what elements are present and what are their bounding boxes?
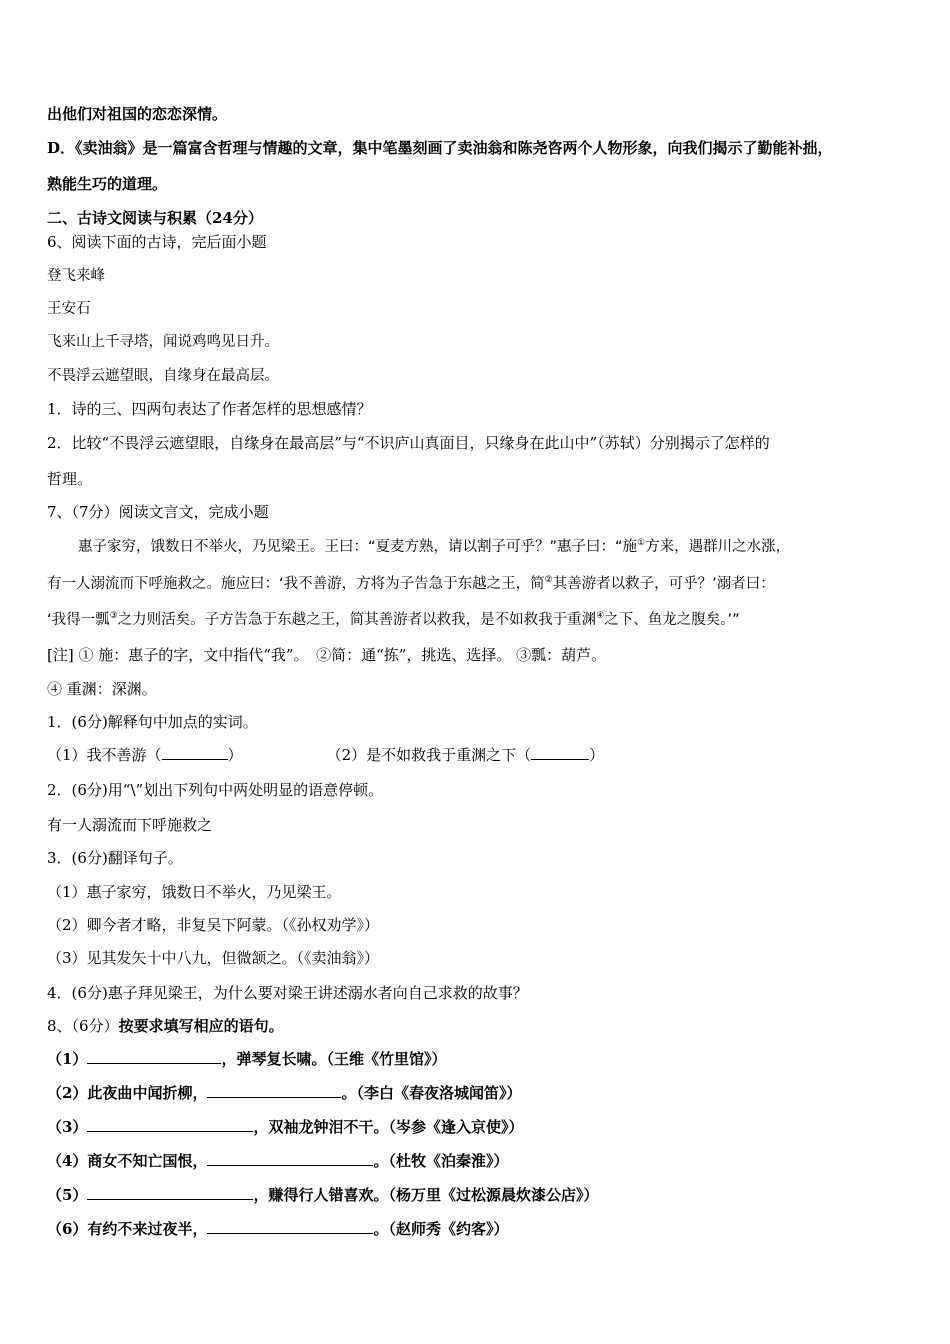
poem-line: 不畏浮云遮望眼，自缘身在最高层。 xyxy=(47,368,279,384)
fill-in-line: （3） ，双袖龙钟泪不干。（岑参《逢入京使》） xyxy=(47,1118,524,1136)
q7-sub1-blanks: （1）我不善游（ ） （2）是不如救我于重渊之下（ ） xyxy=(47,746,605,764)
answer-blank[interactable] xyxy=(207,1219,373,1234)
poem-author: 王安石 xyxy=(47,301,91,317)
poem-line: 飞来山上千寻塔，闻说鸡鸣见日升。 xyxy=(47,334,279,350)
fill-in-line: （1） ，弹琴复长啸。（王维《竹里馆》） xyxy=(47,1050,447,1068)
q6-sub2-line2: 哲理。 xyxy=(47,470,93,488)
q7-sub3-item: （3）见其发矢十中八九，但微颔之。（《卖油翁》） xyxy=(47,949,380,967)
q8-intro: 8、（6分）按要求填写相应的语句。 xyxy=(47,1017,284,1035)
option-d-line1: D．《卖油翁》是一篇富含哲理与情趣的文章，集中笔墨刻画了卖油翁和陈尧咨两个人物形象，向我们揭示了勤能补拙， xyxy=(47,139,833,157)
fill-in-line: （5） ，赚得行人错喜欢。（杨万里《过松源晨炊漆公店》） xyxy=(47,1186,599,1204)
annotation-line: [注] ① 施：惠子的字，文中指代“我”。 ②简：通“拣”，挑选、选择。 ③瓢：葫芦。 xyxy=(47,646,607,664)
q7-sub3: 3．(6分)翻译句子。 xyxy=(47,849,183,867)
q6-intro: 6、阅读下面的古诗，完后面小题 xyxy=(47,233,267,251)
answer-blank[interactable] xyxy=(207,1151,373,1166)
q7-sub1: 1．(6分)解释句中加点的实词。 xyxy=(47,713,258,731)
classical-text-line: ‘我得一瓢③之力则活矣。子方告急于东越之王，简其善游者以救我，是不如救我于重渊④之下、鱼龙之腹矣。’” xyxy=(47,611,740,628)
q6-sub1: 1．诗的三、四两句表达了作者怎样的思想感情？ xyxy=(47,400,372,418)
answer-blank[interactable] xyxy=(531,745,589,760)
answer-blank[interactable] xyxy=(207,1083,341,1098)
poem-title: 登飞来峰 xyxy=(47,268,105,284)
q7-sub3-item: （1）惠子家穷，饿数日不举火，乃见梁王。 xyxy=(47,883,342,901)
section-heading: 二、古诗文阅读与积累（24分） xyxy=(47,209,263,227)
answer-blank[interactable] xyxy=(87,1049,221,1064)
classical-text-line: 有一人溺流而下呼施救之。施应曰：‘我不善游，方将为子告急于东越之王，简②其善游者以救子，可乎？’溺者曰： xyxy=(47,575,775,592)
q6-sub2-line1: 2．比较“不畏浮云遮望眼，自缘身在最高层”与“不识庐山真面目，只缘身在此山中”（苏轼）分别揭示了怎样的 xyxy=(47,434,770,452)
fill-in-line: （4）商女不知亡国恨， 。（杜牧《泊秦淮》） xyxy=(47,1152,509,1170)
fill-in-line: （6）有约不来过夜半， 。（赵师秀《约客》） xyxy=(47,1220,509,1238)
q7-intro: 7、（7分）阅读文言文，完成小题 xyxy=(47,503,269,521)
annotation-line: ④ 重渊：深渊。 xyxy=(47,680,157,698)
option-d-line2: 熟能生巧的道理。 xyxy=(47,175,168,193)
q7-sub2-sentence: 有一人溺流而下呼施救之 xyxy=(47,816,213,834)
fill-in-line: （2）此夜曲中闻折柳， 。（李白《春夜洛城闻笛》） xyxy=(47,1084,522,1102)
q7-sub2: 2．(6分)用“\”划出下列句中两处明显的语意停顿。 xyxy=(47,781,384,799)
text-line: 出他们对祖国的恋恋深情。 xyxy=(47,105,228,123)
classical-text-line: 惠子家穷，饿数日不举火，乃见梁王。王曰：“夏麦方熟，请以割子可乎？”惠子曰：“施①方来，遇群川之水涨， xyxy=(78,538,791,555)
answer-blank[interactable] xyxy=(87,1185,253,1200)
q7-sub4: 4．(6分)惠子拜见梁王，为什么要对梁王讲述溺水者向自己求救的故事？ xyxy=(47,984,528,1002)
answer-blank[interactable] xyxy=(87,1117,253,1132)
q7-sub3-item: （2）卿今者才略，非复吴下阿蒙。（《孙权劝学》） xyxy=(47,916,380,934)
answer-blank[interactable] xyxy=(162,745,228,760)
